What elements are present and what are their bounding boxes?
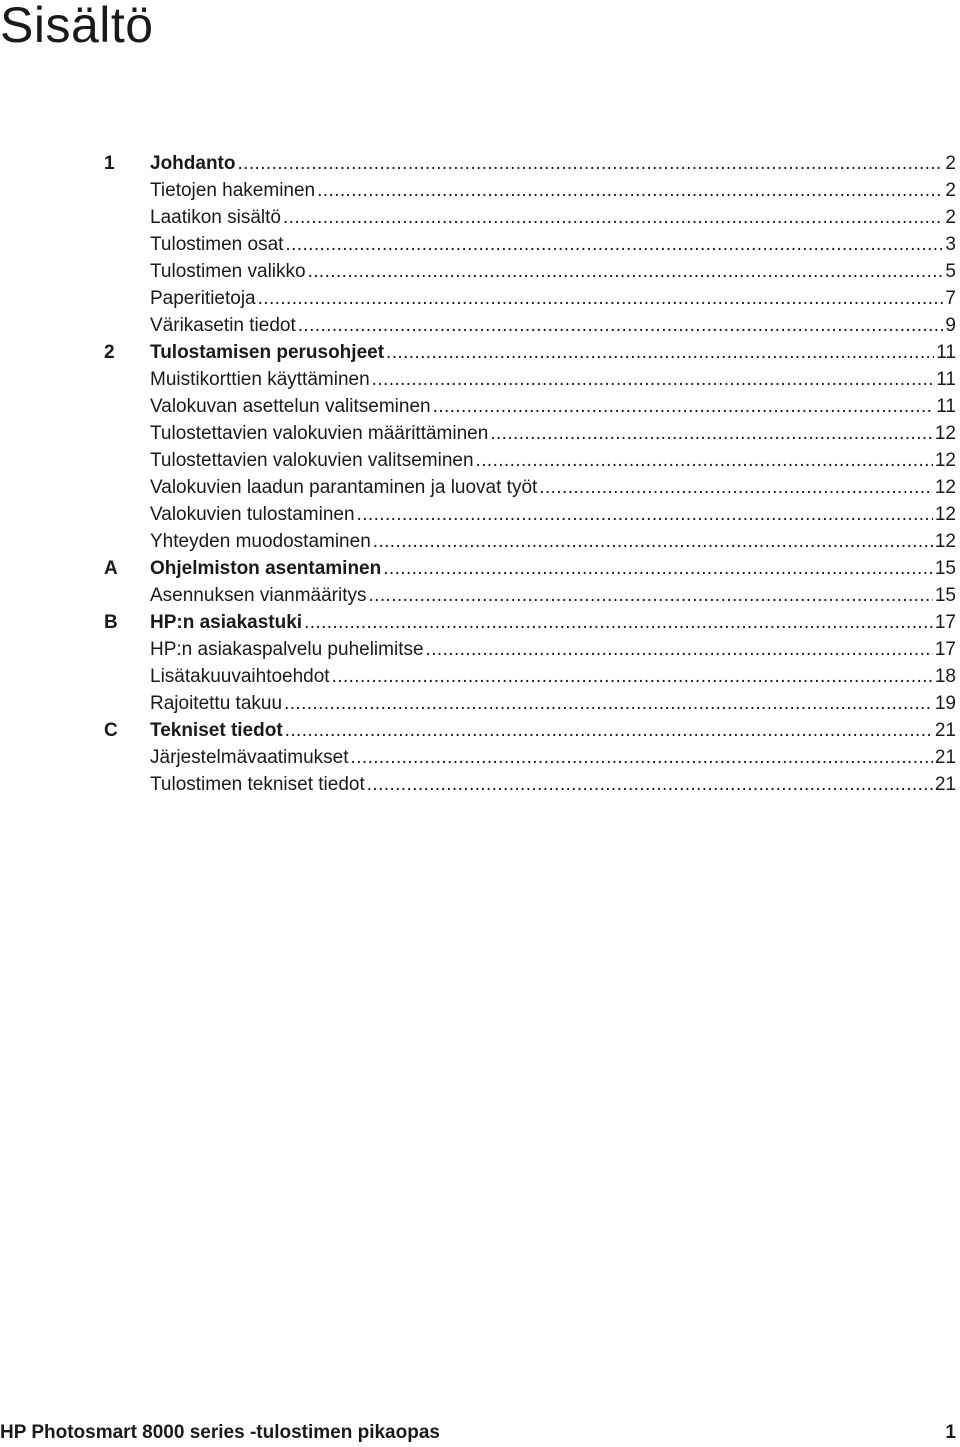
toc-entry-line: [150, 474, 956, 501]
toc-entry-page-number: 21: [934, 720, 956, 741]
toc-entry-line: [150, 231, 956, 258]
toc-entry-title[interactable]: Tulostettavien valokuvien määrittäminen: [150, 423, 489, 444]
toc-dot-leader: [298, 312, 944, 339]
toc-entry-line: [150, 177, 956, 204]
toc-entry-line: [150, 636, 956, 663]
toc-entry-line: [150, 609, 956, 636]
toc-chapter-entry[interactable]: [104, 717, 956, 744]
toc-section-entry[interactable]: [104, 258, 956, 285]
toc-entry-number: A: [104, 558, 118, 579]
toc-entry-page-number: 21: [934, 747, 956, 768]
toc-entry-title[interactable]: Yhteyden muodostaminen: [150, 531, 371, 552]
toc-dot-leader: [285, 231, 943, 258]
toc-dot-leader: [351, 744, 933, 771]
toc-entry-line: [150, 690, 956, 717]
toc-entry-title[interactable]: Muistikorttien käyttäminen: [150, 369, 370, 390]
toc-entry-line: [150, 663, 956, 690]
toc-entry-title[interactable]: Tulostimen tekniset tiedot: [150, 774, 365, 795]
toc-dot-leader: [357, 501, 933, 528]
toc-entry-title[interactable]: Laatikon sisältö: [150, 207, 281, 228]
toc-section-entry[interactable]: [104, 231, 956, 258]
toc-entry-line: [150, 717, 956, 744]
toc-section-entry[interactable]: [104, 528, 956, 555]
toc-dot-leader: [373, 528, 933, 555]
toc-dot-leader: [369, 582, 933, 609]
toc-section-entry[interactable]: [104, 285, 956, 312]
toc-dot-leader: [476, 447, 933, 474]
toc-entry-title[interactable]: Tulostimen valikko: [150, 261, 306, 282]
toc-section-entry[interactable]: [104, 690, 956, 717]
toc-entry-line: [150, 771, 956, 798]
toc-entry-page-number: 17: [934, 639, 956, 660]
toc-dot-leader: [367, 771, 933, 798]
toc-section-entry[interactable]: [104, 474, 956, 501]
toc-dot-leader: [285, 717, 933, 744]
toc-entry-title[interactable]: Tietojen hakeminen: [150, 180, 316, 201]
toc-entry-line: [150, 258, 956, 285]
toc-entry-line: [150, 447, 956, 474]
toc-section-entry[interactable]: [104, 582, 956, 609]
toc-section-entry[interactable]: [104, 744, 956, 771]
toc-dot-leader: [283, 204, 943, 231]
toc-section-entry[interactable]: [104, 501, 956, 528]
toc-entry-page-number: 17: [934, 612, 956, 633]
toc-entry-line: [150, 312, 956, 339]
footer-title: HP Photosmart 8000 series -tulostimen pikaopas: [0, 1422, 440, 1443]
toc-entry-line: [150, 150, 956, 177]
toc-chapter-entry[interactable]: [104, 339, 956, 366]
toc-dot-leader: [386, 339, 934, 366]
page-footer: [0, 1420, 956, 1446]
toc-entry-title[interactable]: Valokuvien laadun parantaminen ja luovat työt: [150, 477, 538, 498]
toc-entry-line: [150, 204, 956, 231]
toc-entry-title[interactable]: Rajoitettu takuu: [150, 693, 283, 714]
toc-section-entry[interactable]: [104, 636, 956, 663]
toc-entry-page-number: 3: [945, 234, 956, 255]
toc-dot-leader: [317, 177, 943, 204]
toc-entry-page-number: 11: [936, 396, 956, 417]
toc-dot-leader: [372, 366, 935, 393]
toc-dot-leader: [284, 690, 933, 717]
toc-section-entry[interactable]: [104, 312, 956, 339]
toc-entry-title[interactable]: HP:n asiakaspalvelu puhelimitse: [150, 639, 424, 660]
toc-entry-page-number: 21: [934, 774, 956, 795]
toc-chapter-entry[interactable]: [104, 150, 956, 177]
toc-entry-page-number: 15: [934, 585, 956, 606]
toc-section-entry[interactable]: [104, 366, 956, 393]
toc-dot-leader: [308, 258, 944, 285]
toc-entry-title[interactable]: Lisätakuuvaihtoehdot: [150, 666, 330, 687]
toc-entry-title[interactable]: Tulostettavien valokuvien valitseminen: [150, 450, 474, 471]
toc-entry-title[interactable]: Tekniset tiedot: [150, 720, 283, 741]
toc-entry-page-number: 11: [936, 342, 956, 363]
toc-entry-page-number: 12: [934, 450, 956, 471]
toc-entry-number: B: [104, 612, 118, 633]
toc-section-entry[interactable]: [104, 204, 956, 231]
toc-dot-leader: [539, 474, 933, 501]
toc-entry-title[interactable]: Valokuvan asettelun valitseminen: [150, 396, 431, 417]
toc-dot-leader: [332, 663, 933, 690]
toc-section-entry[interactable]: [104, 420, 956, 447]
toc-entry-title[interactable]: Paperitietoja: [150, 288, 256, 309]
toc-entry-title[interactable]: Johdanto: [150, 153, 236, 174]
toc-section-entry[interactable]: [104, 771, 956, 798]
toc-section-entry[interactable]: [104, 393, 956, 420]
toc-entry-page-number: 2: [945, 180, 956, 201]
footer-page-number: 1: [945, 1422, 956, 1443]
toc-entry-number: C: [104, 720, 118, 741]
toc-entry-number: 1: [104, 153, 115, 174]
toc-entry-line: [150, 582, 956, 609]
toc-entry-page-number: 12: [934, 531, 956, 552]
toc-entry-title[interactable]: HP:n asiakastuki: [150, 612, 303, 633]
table-of-contents: [104, 150, 956, 798]
toc-entry-page-number: 12: [934, 477, 956, 498]
toc-chapter-entry[interactable]: [104, 609, 956, 636]
toc-entry-page-number: 2: [945, 207, 956, 228]
toc-dot-leader: [426, 636, 933, 663]
toc-entry-line: [150, 420, 956, 447]
toc-chapter-entry[interactable]: [104, 555, 956, 582]
toc-dot-leader: [238, 150, 944, 177]
toc-entry-line: [150, 555, 956, 582]
toc-entry-line: [150, 744, 956, 771]
toc-section-entry[interactable]: [104, 177, 956, 204]
toc-entry-line: [150, 528, 956, 555]
toc-entry-page-number: 15: [934, 558, 956, 579]
toc-entry-page-number: 18: [934, 666, 956, 687]
toc-dot-leader: [258, 285, 944, 312]
toc-entry-page-number: 12: [934, 504, 956, 525]
toc-entry-line: [150, 285, 956, 312]
toc-entry-line: [150, 366, 956, 393]
toc-dot-leader: [304, 609, 933, 636]
toc-entry-page-number: 19: [934, 693, 956, 714]
toc-dot-leader: [490, 420, 933, 447]
toc-entry-page-number: 5: [945, 261, 956, 282]
toc-entry-number: 2: [104, 342, 115, 363]
toc-entry-title[interactable]: Värikasetin tiedot: [150, 315, 296, 336]
toc-entry-page-number: 2: [945, 153, 956, 174]
toc-dot-leader: [383, 555, 933, 582]
toc-section-entry[interactable]: [104, 663, 956, 690]
toc-entry-page-number: 12: [934, 423, 956, 444]
toc-entry-title[interactable]: Ohjelmiston asentaminen: [150, 558, 382, 579]
toc-entry-title[interactable]: Valokuvien tulostaminen: [150, 504, 355, 525]
toc-entry-page-number: 11: [936, 369, 956, 390]
toc-entry-title[interactable]: Tulostamisen perusohjeet: [150, 342, 385, 363]
page-title: Sisältö: [0, 0, 154, 53]
toc-entry-page-number: 9: [945, 315, 956, 336]
toc-entry-title[interactable]: Asennuksen vianmääritys: [150, 585, 367, 606]
toc-entry-title[interactable]: Järjestelmävaatimukset: [150, 747, 349, 768]
toc-entry-line: [150, 393, 956, 420]
toc-section-entry[interactable]: [104, 447, 956, 474]
toc-entry-title[interactable]: Tulostimen osat: [150, 234, 284, 255]
toc-entry-line: [150, 501, 956, 528]
toc-dot-leader: [433, 393, 935, 420]
toc-entry-line: [150, 339, 956, 366]
toc-entry-page-number: 7: [945, 288, 956, 309]
